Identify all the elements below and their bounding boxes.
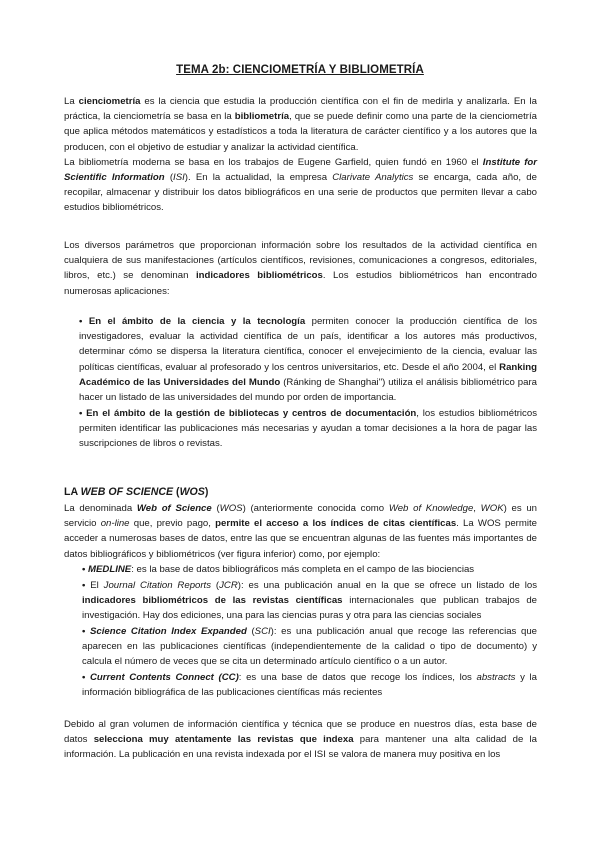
bullet-heading: En el ámbito de la ciencia y la tecnología [88,316,306,327]
text-run: ( [246,626,255,637]
wok-name: Web of Knowledge [388,503,474,514]
bullet-sci [82,624,537,670]
text-run: ( [164,172,174,184]
text-run: para mantener una alta calidad de la información. La publicación en una revista indexada por el ISI se valora de manera muy positiva en los [64,734,537,761]
jcr-acronym: JCR [219,580,238,591]
wos-acronym: WOS [179,486,205,498]
text-run: ). En la actualidad, la empresa [184,172,333,184]
text-run: LA [64,486,81,498]
bullet-medline [82,562,537,577]
text-run: ( [211,503,220,514]
bullet-gestion-bibliotecas [79,406,537,452]
term-cienciometria: cienciometría [78,96,141,107]
bullet-ciencia-tecnologia [79,314,537,405]
text-run: La [64,96,79,107]
indicators-paragraph [64,238,537,299]
text-run: permiten conocer la producción científica de los investigadores, evaluar la actividad científica de un país, identificar a los autores más productivos, determinar cómo se dispersa la literatura científica, conocer el envejecimiento de la ciencia, evaluar las políticas científicas, evaluar al profesorado y los centros universitarios, etc. Desde el año 2004, el [79,316,538,373]
selection-term: selecciona muy atentamente las revistas que indexa [93,734,354,746]
intro-paragraph [64,94,537,216]
text-run: ) es un servicio [64,503,538,530]
text-run: y la información bibliográfica de las publicaciones científicas más recientes [82,672,537,699]
text-run: ): es una publicación anual que recoge las referencias que aparecen en las publicaciones científicas (independientemente de la calidad o tipo de documento) y calcula el número de veces que se cita un determinado artículo científico o a un autor. [82,626,537,668]
bullet-jcr [82,578,537,624]
text-run: ) [204,486,209,498]
bullet-current-contents [82,670,537,700]
bullet-marker: • [82,672,86,683]
text-run: es la ciencia que estudia la producción científica con el fin de medirla y analizarla. En la práctica, la cienciometría se basa en la [64,96,537,123]
bullet-marker: • [82,580,86,591]
sci-acronym: SCI [254,626,271,637]
abstracts-term: abstracts [476,672,516,683]
bullet-marker: • [82,626,86,637]
bullet-marker: • [79,316,83,327]
bullet-marker: • [82,564,86,575]
text-run: El [90,580,104,591]
term-bibliometria: bibliometría [234,111,290,123]
wos-heading [64,486,208,498]
wos-paragraph [64,501,537,562]
text-run: , los estudios bibliométricos permiten identificar las publicaciones más necesarias y ayudan a tomar decisiones a la hora de pagar las suscripciones de libros o revistas. [79,408,537,450]
jcr-name: Journal Citation Reports [103,580,212,591]
isi-acronym: ISI [173,172,185,184]
text-run: : es la base de datos bibliográficos más completa en el campo de las biociencias [131,564,475,575]
text-run: La denominada [64,503,137,514]
text-run: (Ránking de Shanghai") utiliza el análisis bibliométrico para hacer un listado de las universidades del mundo por orden de importancia. [79,376,538,404]
term-ranking: Ranking Académico de las Universidades del Mundo [79,361,537,388]
text-run: Debido al gran volumen de información científica y técnica que se produce en nuestros días, esta base de datos [64,719,537,746]
online-term: on-line [100,518,130,530]
term-indicadores: indicadores bibliométricos [195,270,323,282]
citation-index-term: permite el acceso a los índices de citas científicas [215,518,457,530]
page-title: TEMA 2b: CIENCIOMETRÍA Y BIBLIOMETRÍA [176,64,424,76]
text-run: ( [211,580,220,591]
sci-term: Science Citation Index Expanded [90,626,247,637]
medline-term: MEDLINE [88,564,132,575]
wok-acronym: WOK [480,503,504,514]
clarivate-name: Clarivate Analytics [332,172,414,184]
isi-name: Institute for Scientific Information [64,156,537,184]
text-run: . La WOS permite acceder a numerosas bases de datos, entre las que se encuentran algunas de las fuentes más importantes de datos bibliográficos y bibliométricos (ver figura inferior) como, por ejemplo: [64,518,537,560]
text-run: se encarga, cada año, de recopilar, almacenar y distribuir los datos bibliográficos en una serie de productos que permiten llevar a cabo estudios bibliométricos. [64,172,537,214]
text-run: internacionales que publican trabajos de investigación. Hay dos ediciones, una para las ciencias puras y otra para las ciencias sociales [82,595,537,622]
cc-term: Current Contents Connect (CC) [90,672,239,683]
selection-paragraph [64,717,537,763]
text-run: ) (anteriormente conocida como [242,503,389,514]
text-run: , que se puede definir como una parte de la cienciometría que aplica métodos matemáticos y estadísticos a toda la literatura de carácter científico y a los autores que la producen, con el objetivo de estudiar y analizar la actividad científica. [64,111,537,153]
bullet-heading: En el ámbito de la gestión de bibliotecas y centros de documentación [86,408,417,419]
wos-acronym: WOS [219,503,243,514]
wos-term: Web of Science [136,503,212,514]
text-run: ( [173,486,180,498]
wos-name: WEB OF SCIENCE [80,486,174,498]
text-run: , [473,503,481,514]
text-run: ): es una publicación anual en la que se ofrece un listado de los [237,580,537,591]
journal-indicators-term: indicadores bibliométricos de las revistas científicas [82,595,343,607]
text-run: : es una base de datos que recoge los índices, los [238,672,477,683]
text-run: La bibliometría moderna se basa en los trabajos de Eugene Garfield, quien fundó en 1960 el [64,156,483,168]
text-run: . Los estudios bibliométricos han encontrado numerosas aplicaciones: [64,270,537,297]
text-run: que, previo pago, [129,518,216,530]
bullet-marker: • [79,408,83,419]
text-run: Los diversos parámetros que proporcionan información sobre los resultados de la actividad científica en cualquiera de sus manifestaciones (artículos científicos, revisiones, comunicaciones a congresos, editoriales, libros, etc.) se denominan [64,240,537,282]
